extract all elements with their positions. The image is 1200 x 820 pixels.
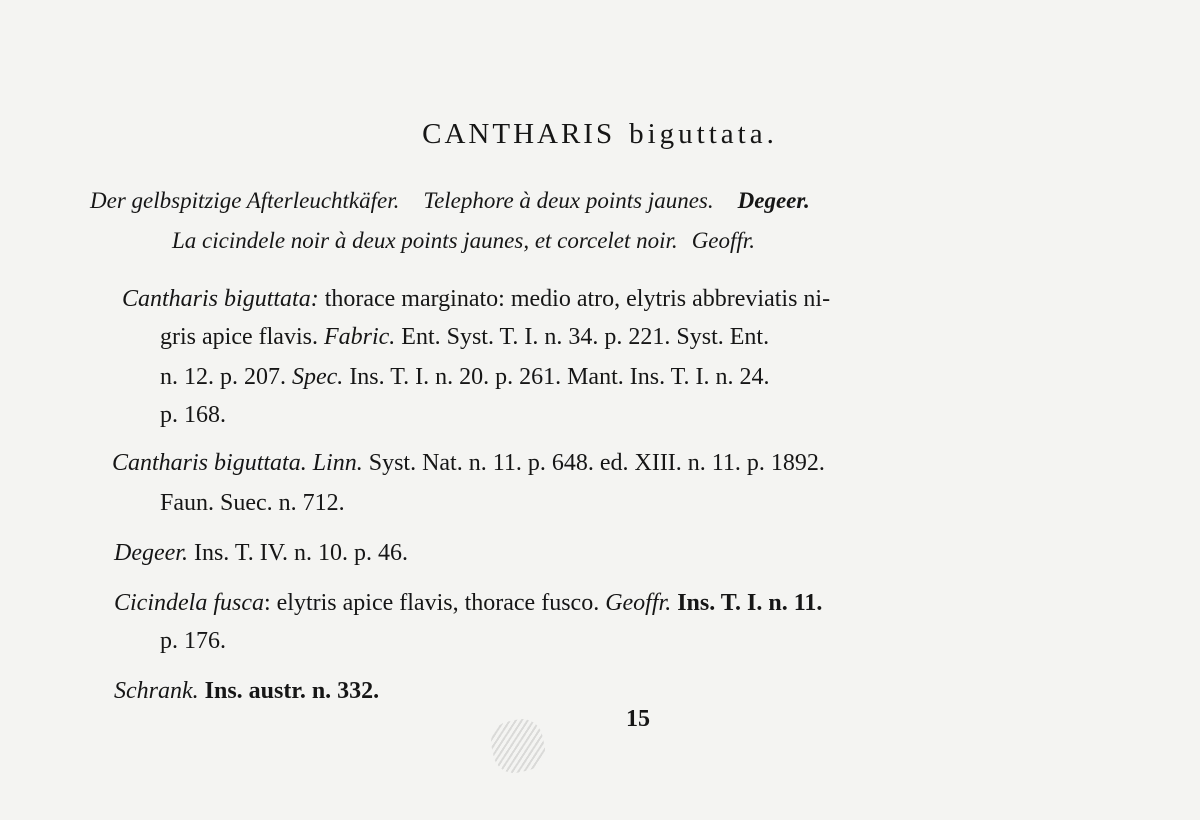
citation-text: gris apice flavis. <box>160 324 318 350</box>
citation-text: Ins. T. IV. n. 10. p. 46. <box>187 540 408 566</box>
common-name-author: Degeer. <box>737 188 810 213</box>
genus-name: CANTHARIS <box>422 118 616 150</box>
citation-text: Ins. austr. n. 332. <box>198 678 380 704</box>
page-title <box>0 118 1200 151</box>
entry-2-line-1 <box>112 448 825 478</box>
entry-2-line-2 <box>160 488 345 518</box>
entry-1-line-1 <box>122 284 830 314</box>
citation-text: Faun. Suec. n. 712. <box>160 490 345 516</box>
citation-author: Spec. <box>286 364 344 390</box>
common-names-line-1 <box>90 186 810 216</box>
common-name-author-2: Geoffr. <box>691 228 755 253</box>
entry-1-line-2 <box>160 322 769 352</box>
entry-4-line-2 <box>160 626 226 656</box>
citation-author: Geoffr. <box>599 590 672 616</box>
citation-text: Ins. T. I. n. 20. p. 261. Mant. Ins. T. I. n. 24. <box>343 364 770 390</box>
citation-text: p. 176. <box>160 628 226 654</box>
citation-text: : elytris apice flavis, thorace fusco. <box>263 590 600 616</box>
citation-author: Schrank. <box>114 678 199 704</box>
entry-5-line-1 <box>114 676 379 706</box>
citation-text: Syst. Nat. n. 11. p. 648. ed. XIII. n. 11. p. 1892. <box>362 450 825 476</box>
citation-name: Cantharis biguttata. <box>112 450 307 476</box>
french-common-name: Telephore à deux points jaunes. <box>423 188 714 213</box>
entry-4-line-1 <box>114 588 822 618</box>
common-names-line-2 <box>172 226 755 256</box>
citation-text: n. 12. p. 207. <box>160 364 286 390</box>
french-common-name-2: La cicindele noir à deux points jaunes, et corcelet noir. <box>172 228 678 253</box>
citation-author: Fabric. <box>317 324 396 350</box>
citation-name: Cantharis biguttata: <box>122 286 319 312</box>
entry-1-line-3 <box>160 362 770 392</box>
citation-text: p. 168. <box>160 402 226 428</box>
citation-text: Ent. Syst. T. I. n. 34. p. 221. Syst. Ent. <box>395 324 770 350</box>
citation-text: thorace marginato: medio atro, elytris abbreviatis ni- <box>318 286 831 312</box>
citation-author: Degeer. <box>114 540 188 566</box>
german-common-name: Der gelbspitzige Afterleuchtkäfer. <box>90 188 400 213</box>
entry-3-line-1 <box>114 538 408 568</box>
species-name: biguttata. <box>629 118 778 150</box>
citation-text: Ins. T. I. n. 11. <box>671 590 823 616</box>
citation-author: Linn. <box>306 450 363 476</box>
citation-name: Cicindela fusca <box>114 590 264 616</box>
entry-1-line-4 <box>160 400 226 430</box>
page-number: 15 <box>626 706 650 732</box>
